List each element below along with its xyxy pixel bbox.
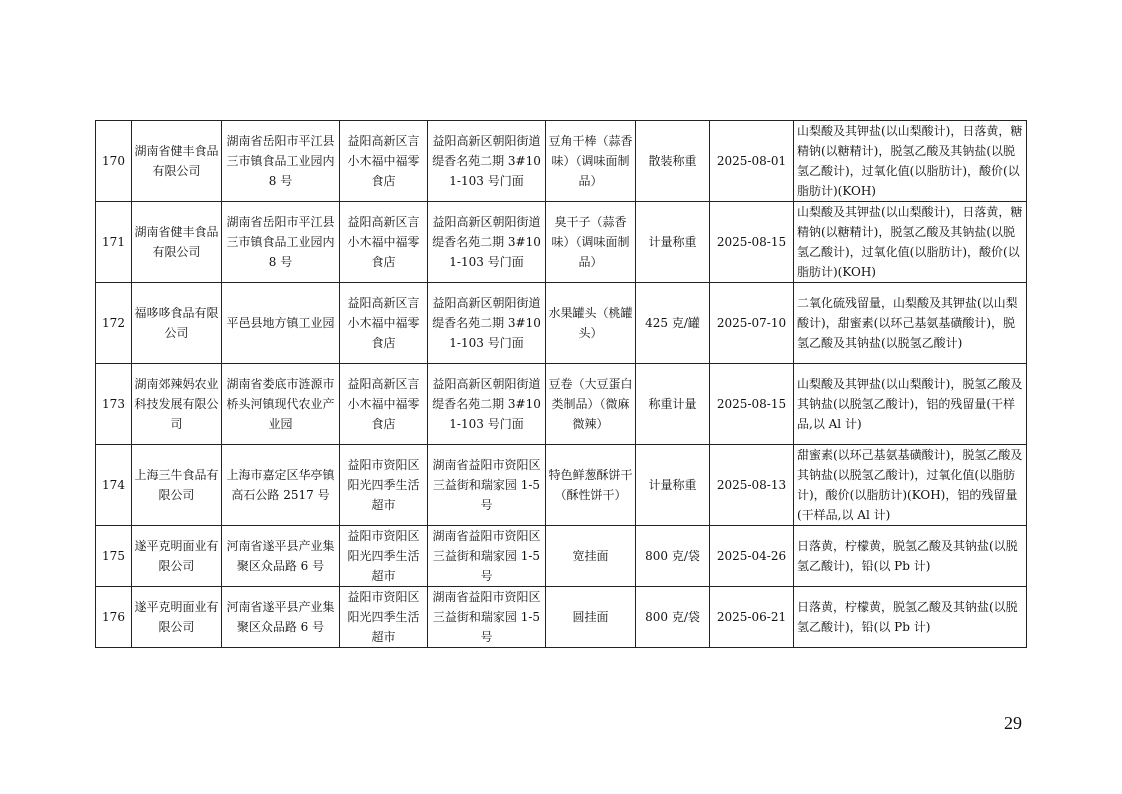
product-name-cell: 豆卷（大豆蛋白类制品）（微麻微辣） [546,364,636,445]
product-name-cell: 宽挂面 [546,526,636,587]
seller-name-cell: 益阳高新区言小木福中福零食店 [340,121,428,202]
seller-address-cell: 湖南省益阳市资阳区三益街和瑞家园 1-5 号 [428,445,546,526]
production-date-cell: 2025-06-21 [710,587,794,648]
seller-name-cell: 益阳高新区言小木福中福零食店 [340,364,428,445]
seller-address-cell: 益阳高新区朝阳街道缇香名苑二期 3#101-103 号门面 [428,364,546,445]
specification-cell: 800 克/袋 [636,587,710,648]
row-number-cell: 174 [96,445,132,526]
row-number-cell: 173 [96,364,132,445]
inspection-items-cell: 日落黄，柠檬黄，脱氢乙酸及其钠盐(以脱氢乙酸计)，铅(以 Pb 计) [794,587,1027,648]
producer-name-cell: 湖南省健丰食品有限公司 [132,202,222,283]
producer-name-cell: 遂平克明面业有限公司 [132,587,222,648]
producer-name-cell: 福哆哆食品有限公司 [132,283,222,364]
inspection-items-cell: 山梨酸及其钾盐(以山梨酸计)，脱氢乙酸及其钠盐(以脱氢乙酸计)，铝的残留量(干样品,以 Al 计) [794,364,1027,445]
specification-cell: 计量称重 [636,202,710,283]
seller-address-cell: 湖南省益阳市资阳区三益街和瑞家园 1-5 号 [428,526,546,587]
row-number-cell: 170 [96,121,132,202]
row-number-cell: 171 [96,202,132,283]
seller-address-cell: 益阳高新区朝阳街道缇香名苑二期 3#101-103 号门面 [428,283,546,364]
row-number-cell: 176 [96,587,132,648]
inspection-items-cell: 甜蜜素(以环己基氨基磺酸计)，脱氢乙酸及其钠盐(以脱氢乙酸计)，过氧化值(以脂肪计)，酸价(以脂肪计)(KOH)，铝的残留量(干样品,以 Al 计) [794,445,1027,526]
production-date-cell: 2025-08-01 [710,121,794,202]
producer-address-cell: 河南省遂平县产业集聚区众品路 6 号 [222,587,340,648]
seller-name-cell: 益阳高新区言小木福中福零食店 [340,283,428,364]
seller-name-cell: 益阳市资阳区阳光四季生活超市 [340,587,428,648]
inspection-items-cell: 山梨酸及其钾盐(以山梨酸计)，日落黄，糖精钠(以糖精计)，脱氢乙酸及其钠盐(以脱氢乙酸计)，过氧化值(以脂肪计)，酸价(以脂肪计)(KOH) [794,202,1027,283]
product-name-cell: 水果罐头（桃罐头） [546,283,636,364]
seller-name-cell: 益阳高新区言小木福中福零食店 [340,202,428,283]
producer-name-cell: 上海三牛食品有限公司 [132,445,222,526]
seller-name-cell: 益阳市资阳区阳光四季生活超市 [340,445,428,526]
product-name-cell: 圆挂面 [546,587,636,648]
production-date-cell: 2025-08-15 [710,364,794,445]
inspection-items-cell: 二氧化硫残留量，山梨酸及其钾盐(以山梨酸计)，甜蜜素(以环己基氨基磺酸计)，脱氢乙酸及其钠盐(以脱氢乙酸计) [794,283,1027,364]
table-row [96,283,1027,364]
specification-cell: 称重计量 [636,364,710,445]
production-date-cell: 2025-08-13 [710,445,794,526]
specification-cell: 800 克/袋 [636,526,710,587]
production-date-cell: 2025-04-26 [710,526,794,587]
table-row [96,445,1027,526]
table-row [96,121,1027,202]
specification-cell: 425 克/罐 [636,283,710,364]
page-number: 29 [1004,713,1022,733]
producer-address-cell: 上海市嘉定区华亭镇高石公路 2517 号 [222,445,340,526]
inspection-items-cell: 日落黄，柠檬黄，脱氢乙酸及其钠盐(以脱氢乙酸计)，铅(以 Pb 计) [794,526,1027,587]
specification-cell: 散装称重 [636,121,710,202]
product-name-cell: 豆角干棒（蒜香味）（调味面制品） [546,121,636,202]
producer-name-cell: 湖南省健丰食品有限公司 [132,121,222,202]
producer-address-cell: 湖南省娄底市涟源市桥头河镇现代农业产业园 [222,364,340,445]
table-row [96,364,1027,445]
specification-cell: 计量称重 [636,445,710,526]
producer-name-cell: 湖南郊辣妈农业科技发展有限公司 [132,364,222,445]
producer-address-cell: 河南省遂平县产业集聚区众品路 6 号 [222,526,340,587]
production-date-cell: 2025-07-10 [710,283,794,364]
seller-name-cell: 益阳市资阳区阳光四季生活超市 [340,526,428,587]
sampling-results-table [95,120,1027,648]
producer-address-cell: 平邑县地方镇工业园 [222,283,340,364]
production-date-cell: 2025-08-15 [710,202,794,283]
sampling-results-table-wrapper [95,120,1027,648]
row-number-cell: 175 [96,526,132,587]
row-number-cell: 172 [96,283,132,364]
seller-address-cell: 益阳高新区朝阳街道缇香名苑二期 3#101-103 号门面 [428,202,546,283]
table-row [96,587,1027,648]
product-name-cell: 特色鲜葱酥饼干（酥性饼干） [546,445,636,526]
seller-address-cell: 益阳高新区朝阳街道缇香名苑二期 3#101-103 号门面 [428,121,546,202]
product-name-cell: 臭干子（蒜香味）（调味面制品） [546,202,636,283]
seller-address-cell: 湖南省益阳市资阳区三益街和瑞家园 1-5 号 [428,587,546,648]
inspection-items-cell: 山梨酸及其钾盐(以山梨酸计)，日落黄，糖精钠(以糖精计)，脱氢乙酸及其钠盐(以脱氢乙酸计)，过氧化值(以脂肪计)，酸价(以脂肪计)(KOH) [794,121,1027,202]
producer-address-cell: 湖南省岳阳市平江县三市镇食品工业园内 8 号 [222,202,340,283]
producer-name-cell: 遂平克明面业有限公司 [132,526,222,587]
table-row [96,526,1027,587]
table-row [96,202,1027,283]
producer-address-cell: 湖南省岳阳市平江县三市镇食品工业园内 8 号 [222,121,340,202]
